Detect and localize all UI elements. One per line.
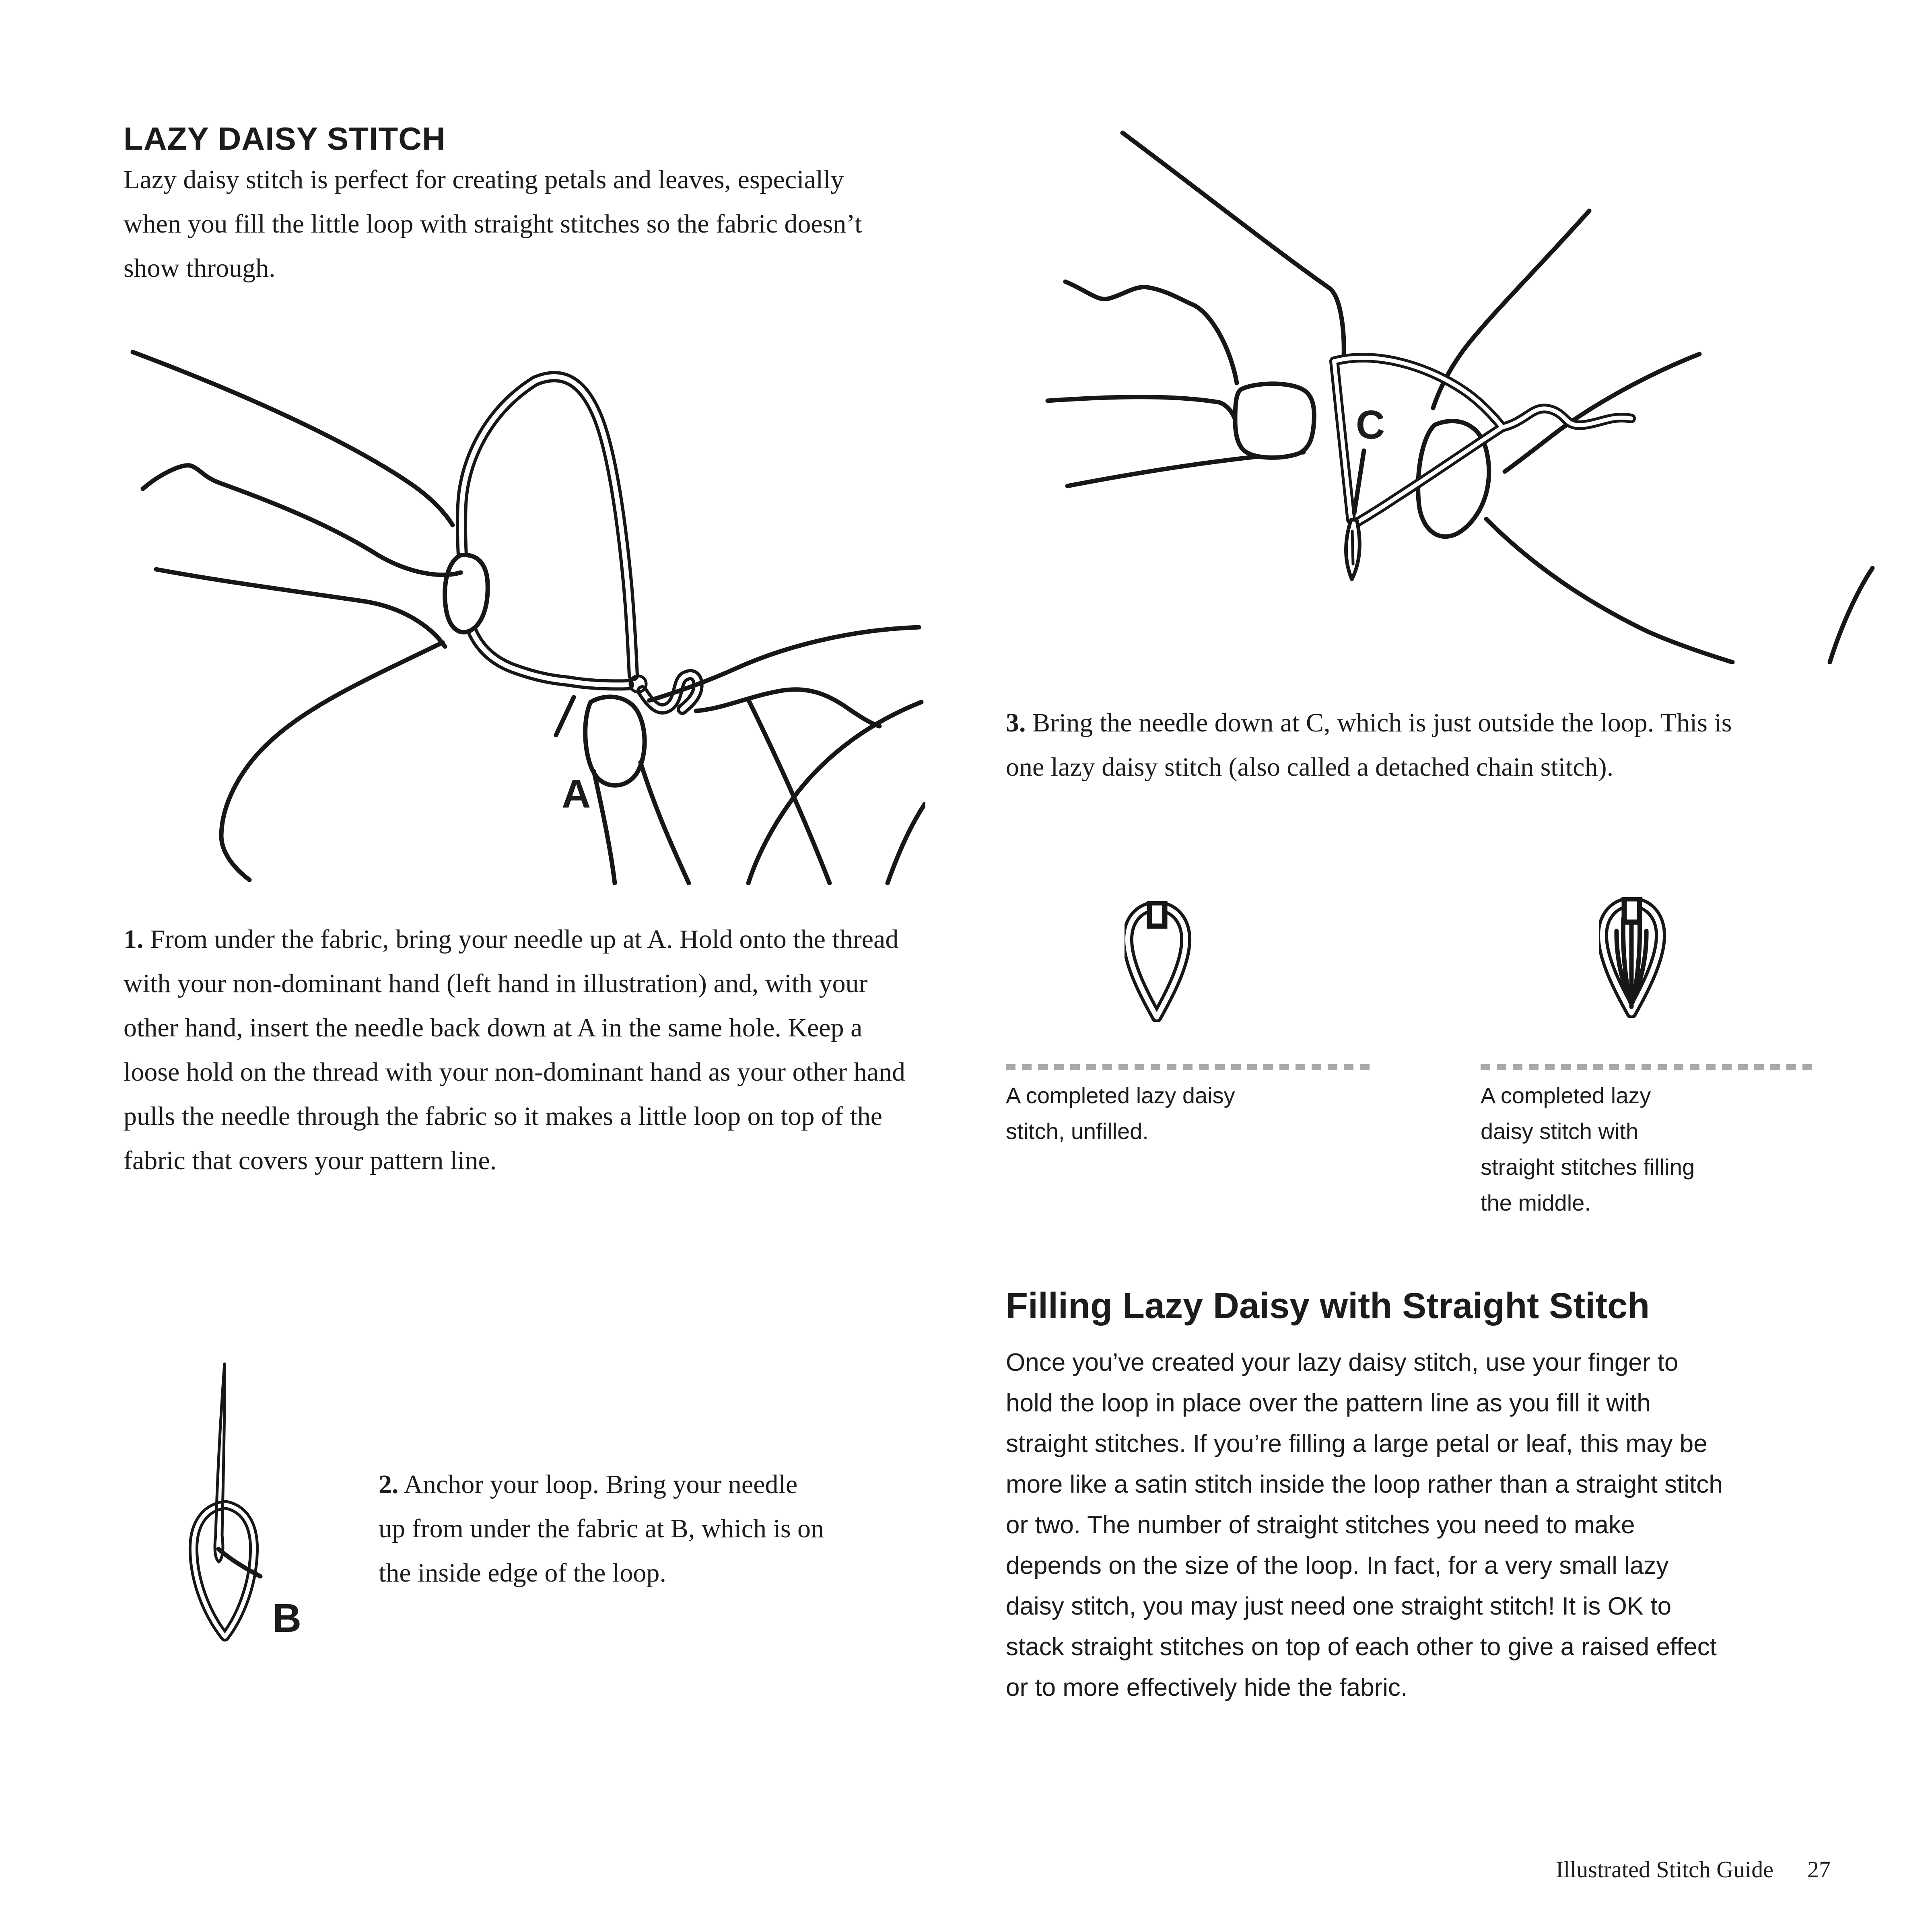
point-a-label: A	[562, 771, 591, 816]
footer-book-title: Illustrated Stitch Guide	[1555, 1856, 1773, 1883]
loop-outline	[194, 1505, 254, 1637]
section-intro: Lazy daisy stitch is perfect for creating petals and leaves, especially when you fill the little loop with straight stitches so the fabric doesn’t show through.	[124, 165, 862, 283]
figure-anchor-loop-illustration	[183, 1355, 312, 1642]
caption-line: A completed lazy daisy	[1006, 1083, 1235, 1108]
label-c-pointer-line	[1354, 451, 1364, 513]
caption-separator-right	[1481, 1064, 1819, 1070]
step-3-number: 3.	[1006, 708, 1026, 737]
step-2-text: Anchor your loop. Bring your needle up from under the fabric at B, which is on the inside edge of the loop.	[379, 1470, 824, 1588]
caption-line: daisy stitch with	[1481, 1118, 1639, 1144]
caption-unfilled	[1006, 1077, 1376, 1149]
thread-loop-drawing	[461, 377, 698, 709]
step-1-text: From under the fabric, bring your needle up at A. Hold onto the thread with your non-dominant hand (left hand in illustration) and, with your other hand, insert the needle back down at A in the same hole. Keep a loose hold on the thread with your non-dominant hand as your other hand pulls the needle through the fabric so it makes a little loop on top of the fabric that covers your pattern line.	[124, 925, 905, 1175]
caption-separator-left	[1006, 1064, 1370, 1070]
point-c-label: C	[1355, 402, 1385, 447]
thumbnail	[1235, 384, 1314, 458]
step-2-number: 2.	[379, 1470, 399, 1499]
step-1	[124, 917, 912, 1183]
section-heading: LAZY DAISY STITCH	[124, 121, 446, 157]
caption-line: stitch, unfilled.	[1006, 1118, 1149, 1144]
figure-unfilled-stitch-icon	[1125, 901, 1195, 1022]
page-footer	[1287, 1856, 1831, 1884]
thumbnail	[445, 555, 488, 632]
figure-filled-stitch-icon	[1599, 897, 1670, 1018]
left-hand-drawing	[133, 352, 488, 880]
filling-section-heading: Filling Lazy Daisy with Straight Stitch	[1006, 1286, 1650, 1326]
label-a-pointer-line	[556, 697, 574, 735]
caption-line: A completed lazy	[1481, 1083, 1651, 1108]
step-3-text: Bring the needle down at C, which is just outside the loop. This is one lazy daisy stitch (also called a detached chain stitch).	[1006, 708, 1732, 782]
figure-hands-loop-illustration	[121, 344, 925, 885]
caption-filled	[1481, 1077, 1827, 1221]
anchor-stitch	[1149, 903, 1165, 926]
left-hand-drawing	[1048, 133, 1344, 486]
step-2	[379, 1462, 829, 1595]
anchor-stitch	[1624, 899, 1640, 922]
caption-line: straight stitches filling	[1481, 1154, 1695, 1180]
footer-page-number: 27	[1807, 1856, 1831, 1883]
step-1-number: 1.	[124, 925, 144, 954]
caption-line: the middle.	[1481, 1190, 1591, 1215]
figure-needle-down-illustration	[1030, 117, 1883, 664]
step-3	[1006, 701, 1770, 789]
filling-section-body: Once you’ve created your lazy daisy stitch, use your finger to hold the loop in place over the pattern line as you fill it with straight stitches. If you’re filling a large petal or leaf, this may be more like a satin stitch inside the loop rather than a straight stitch or two. The number of straight stitches you need to make depends on the size of the loop. In fact, for a very small lazy daisy stitch, you may just need one straight stitch! It is OK to stack straight stitches on top of each other to give a raised effect or to more effectively hide the fabric.	[1006, 1349, 1723, 1701]
point-b-label: B	[272, 1596, 302, 1641]
